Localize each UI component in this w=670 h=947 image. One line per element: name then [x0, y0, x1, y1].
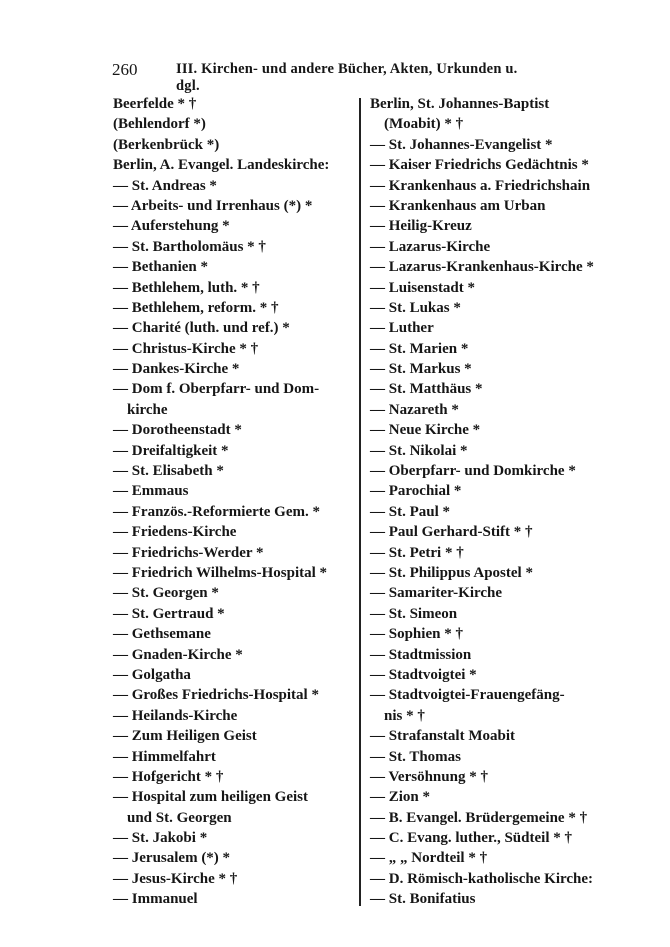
- list-entry: — St. Paul *: [370, 503, 451, 520]
- list-entry: Berlin, St. Johannes-Baptist: [370, 96, 550, 112]
- list-entry: — Gnaden-Kirche *: [113, 646, 243, 663]
- list-entry: — St. Johannes-Evangelist *: [370, 136, 553, 153]
- list-entry: — Jerusalem (*) *: [113, 850, 231, 867]
- list-entry: — Französ.-Reformierte Gem. *: [113, 503, 320, 520]
- list-entry: — Friedens-Kirche: [113, 524, 237, 541]
- list-entry: — Heilig-Kreuz: [370, 218, 472, 235]
- list-entry: — Arbeits- und Irrenhaus (*) *: [113, 197, 313, 214]
- list-entry: — St. Simeon: [370, 605, 458, 622]
- list-entry: — St. Jakobi *: [113, 830, 208, 847]
- list-entry: — Großes Friedrichs-Hospital *: [113, 687, 319, 704]
- list-entry: — Immanuel: [113, 891, 198, 908]
- list-entry: — St. Matthäus *: [370, 381, 483, 398]
- list-entry: — Krankenhaus am Urban: [370, 197, 546, 214]
- list-entry: — Himmelfahrt: [113, 748, 216, 765]
- list-entry: — Samariter-Kirche: [370, 585, 503, 602]
- list-entry: und St. Georgen: [127, 809, 232, 826]
- list-entry: — Luther: [370, 320, 434, 337]
- list-entry: — St. Marien *: [370, 340, 469, 357]
- list-entry: — St. Nikolai *: [370, 442, 468, 459]
- list-entry: — Nazareth *: [370, 401, 459, 418]
- list-entry: — C. Evang. luther., Südteil * †: [370, 830, 572, 847]
- list-entry: — Krankenhaus a. Friedrichshain: [370, 177, 591, 194]
- list-entry: — Kaiser Friedrichs Gedächtnis *: [370, 157, 589, 174]
- list-entry: — Charité (luth. und ref.) *: [113, 320, 290, 337]
- list-entry: — St. Markus *: [370, 361, 472, 378]
- list-entry: — Stadtvoigtei-Frauengefäng-: [370, 687, 565, 704]
- list-entry: — Zum Heiligen Geist: [113, 728, 257, 745]
- left-column: [113, 94, 358, 910]
- list-entry: — Bethanien *: [113, 259, 209, 276]
- list-entry: — Oberpfarr- und Domkirche *: [370, 463, 576, 480]
- list-entry: — Gethsemane: [113, 626, 211, 643]
- list-entry: (Behlendorf *): [113, 116, 206, 133]
- list-entry: Berlin, A. Evangel. Landeskirche:: [113, 157, 330, 174]
- list-entry: — Lazarus-Krankenhaus-Kirche *: [370, 259, 594, 276]
- list-entry: — Sophien * †: [370, 626, 463, 643]
- page-header: [112, 60, 542, 94]
- list-entry: — Emmaus: [113, 483, 189, 500]
- list-entry: — Dom f. Oberpfarr- und Dom-: [113, 381, 320, 398]
- list-entry: — St. Andreas *: [113, 177, 217, 194]
- list-entry: — St. Georgen *: [113, 585, 219, 602]
- page-number: 260: [112, 60, 138, 79]
- list-entry: Beerfelde * †: [113, 96, 197, 112]
- list-entry: nis * †: [384, 707, 425, 724]
- list-entry: — Jesus-Kirche * †: [113, 870, 238, 887]
- list-entry: — Stadtmission: [370, 646, 472, 663]
- list-entry: — St. Thomas: [370, 748, 461, 765]
- list-entry: — Stadtvoigtei *: [370, 666, 477, 683]
- list-entry: — Zion *: [370, 789, 431, 806]
- list-entry: — St. Elisabeth *: [113, 463, 224, 480]
- list-entry: — Christus-Kirche * †: [113, 340, 259, 357]
- list-entry: — Dankes-Kirche *: [113, 361, 240, 378]
- list-entry: — St. Bonifatius: [370, 891, 476, 908]
- list-entry: — Golgatha: [113, 666, 191, 683]
- running-title: III. Kirchen- und andere Bücher, Akten, Urkunden u. dgl.: [176, 61, 518, 94]
- list-entry: — Paul Gerhard-Stift * †: [370, 524, 533, 541]
- list-entry: — Friedrichs-Werder *: [113, 544, 264, 561]
- column-divider: [359, 98, 361, 906]
- list-entry: (Moabit) * †: [384, 116, 464, 133]
- list-entry: — Dorotheenstadt *: [113, 422, 242, 439]
- list-entry: — Lazarus-Kirche: [370, 238, 491, 255]
- list-entry: — Parochial *: [370, 483, 462, 500]
- list-entry: — Bethlehem, reform. * †: [113, 299, 279, 316]
- list-entry: — St. Petri * †: [370, 544, 464, 561]
- list-entry: kirche: [127, 401, 168, 418]
- list-entry: — Dreifaltigkeit *: [113, 442, 229, 459]
- list-entry: — St. Lukas *: [370, 299, 461, 316]
- list-entry: (Berkenbrück *): [113, 136, 220, 153]
- list-entry: — D. Römisch-katholische Kirche:: [370, 870, 594, 887]
- list-entry: — St. Philippus Apostel *: [370, 564, 533, 581]
- right-column: [370, 94, 615, 910]
- list-entry: — Strafanstalt Moabit: [370, 728, 515, 745]
- list-entry: — B. Evangel. Brüdergemeine * †: [370, 809, 588, 826]
- list-entry: — Heilands-Kirche: [113, 707, 238, 724]
- list-entry: — St. Gertraud *: [113, 605, 225, 622]
- list-entry: — Hofgericht * †: [113, 768, 224, 785]
- list-entry: — Bethlehem, luth. * †: [113, 279, 260, 296]
- list-entry: — Auferstehung *: [113, 218, 230, 235]
- list-entry: — Versöhnung * †: [370, 768, 488, 785]
- list-entry: — Neue Kirche *: [370, 422, 481, 439]
- list-entry: — Friedrich Wilhelms-Hospital *: [113, 564, 328, 581]
- list-entry: — Hospital zum heiligen Geist: [113, 789, 308, 806]
- list-entry: — Luisenstadt *: [370, 279, 476, 296]
- list-entry: — St. Bartholomäus * †: [113, 238, 266, 255]
- list-entry: — „ „ Nordteil * †: [370, 850, 488, 867]
